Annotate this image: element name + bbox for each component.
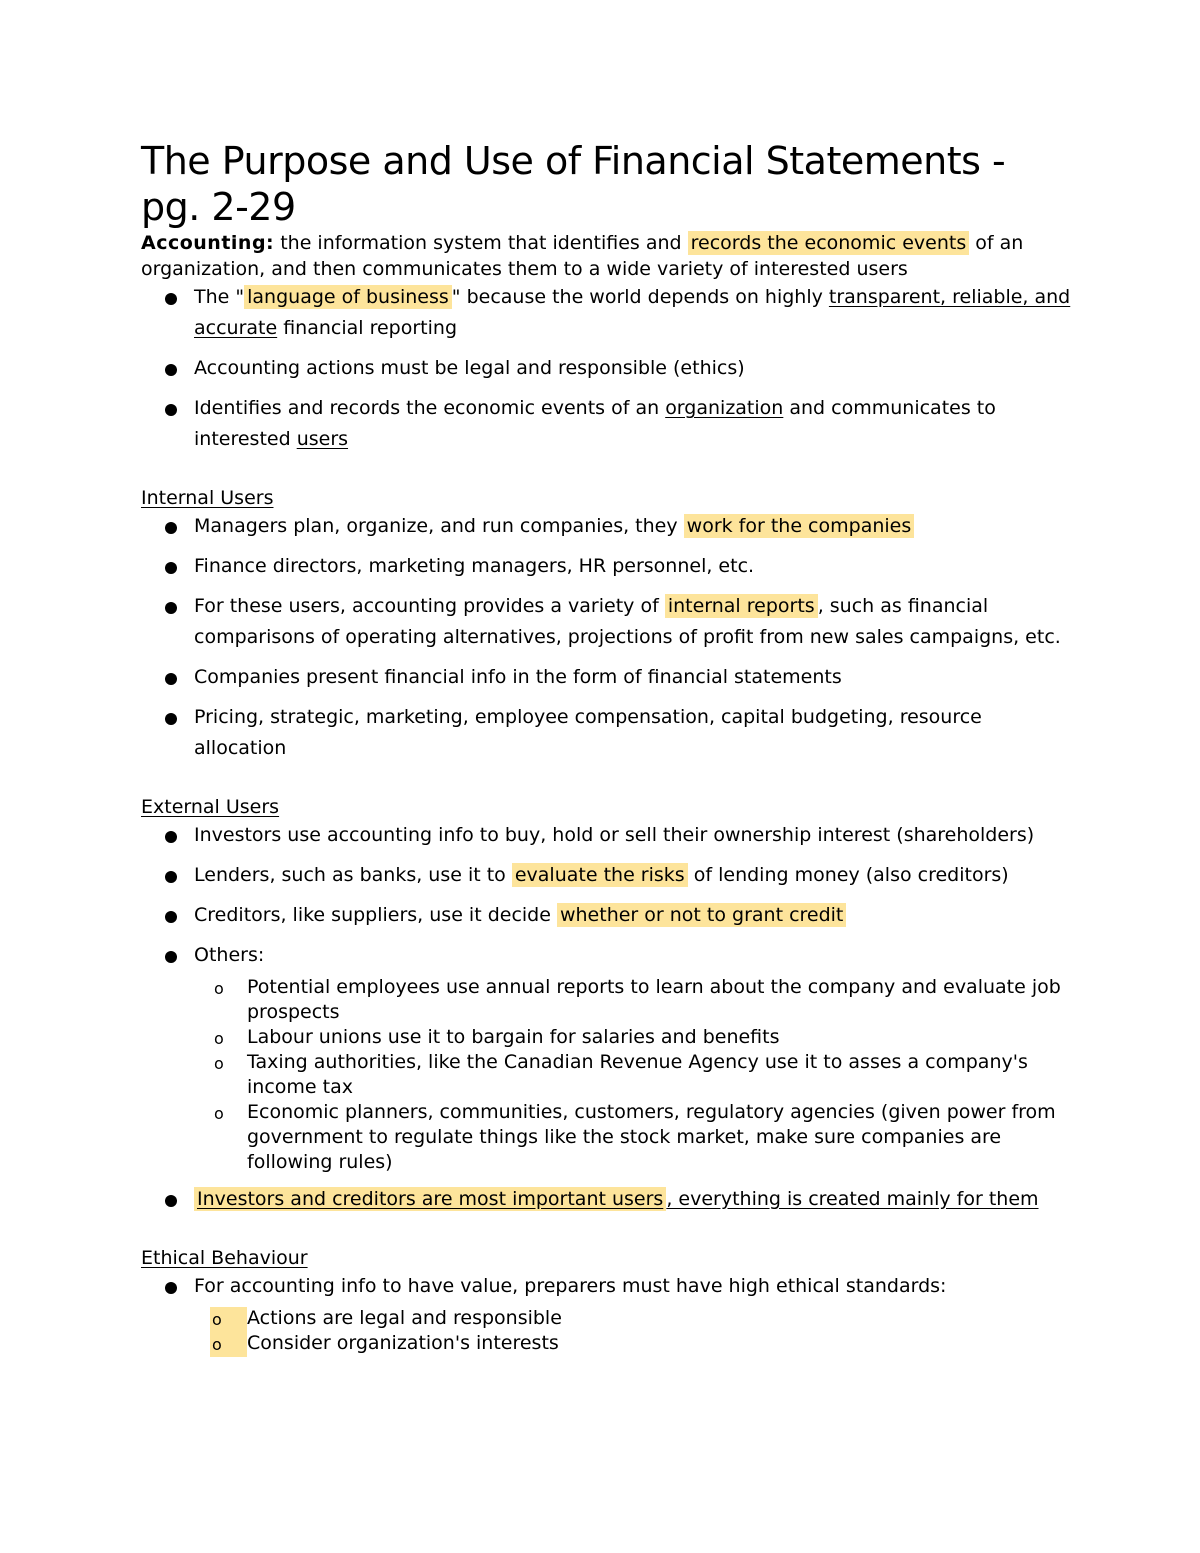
list-item [141, 591, 1071, 653]
section-heading-ethical-behaviour: Ethical Behaviour [141, 1247, 308, 1269]
highlight: whether or not to grant credit [557, 903, 846, 927]
bullet-text: financial reporting [277, 317, 458, 339]
external-users-list [141, 820, 1071, 1215]
underlined-text: , everything is created mainly for them [666, 1188, 1039, 1210]
underlined-text: users [296, 428, 349, 450]
accounting-term: Accounting: [141, 232, 275, 254]
list-item: Pricing, strategic, marketing, employee compensation, capital budgeting, resource allocation [141, 702, 1071, 764]
highlight: language of business [244, 285, 452, 309]
sublist-item: o Economic planners, communities, customers, regulatory agencies (given power from government to regulate things like the stock market, make sure companies are following rules) [141, 1100, 1071, 1175]
ethical-sublist [194, 1306, 1071, 1356]
sublist-item: o Consider organization's interests [141, 1331, 1071, 1356]
page-title: The Purpose and Use of Financial Statements - pg. 2-29 [141, 139, 1006, 229]
bullet-text: For accounting info to have value, preparers must have high ethical standards: [194, 1275, 947, 1297]
highlight: evaluate the risks [512, 863, 688, 887]
bullet-text: For these users, accounting provides a variety of [194, 595, 665, 617]
section-heading-external-users: External Users [141, 796, 280, 818]
sublist-item: o Labour unions use it to bargain for salaries and benefits [141, 1025, 1071, 1050]
intro-bullet-list [141, 282, 1071, 455]
list-item [141, 1271, 1071, 1356]
bullet-text: and communicates to interested [194, 397, 996, 450]
intro-paragraph [141, 230, 1071, 282]
sublist-item: o Potential employees use annual reports to learn about the company and evaluate job prospects [141, 975, 1071, 1025]
list-item [141, 860, 1071, 891]
bullet-text: , such as financial comparisons of operating alternatives, projections of profit from new sales campaigns, etc. [194, 595, 1061, 648]
bullet-text: of lending money (also creditors) [687, 864, 1009, 886]
bullet-text: Identifies and records the economic events of an [194, 397, 666, 419]
intro-text: of an organization, and then communicates them to a wide variety of interested users [141, 232, 1024, 280]
bullet-text: Managers plan, organize, and run companies, they [194, 515, 684, 537]
ethical-behaviour-list [141, 1271, 1071, 1356]
bullet-text: Creditors, like suppliers, use it decide [194, 904, 557, 926]
bullet-text: The " [194, 286, 245, 308]
list-item: Accounting actions must be legal and responsible (ethics) [141, 353, 1071, 384]
internal-users-list [141, 511, 1071, 764]
highlight: records the economic events [688, 231, 970, 255]
intro-text: the information system that identifies and [274, 232, 688, 254]
underlined-text: transparent, reliable, and accurate [194, 286, 1071, 339]
highlight: Investors and creditors are most important users [194, 1187, 666, 1211]
sublist-item: o Actions are legal and responsible [141, 1306, 1071, 1331]
sublist-item: o Taxing authorities, like the Canadian Revenue Agency use it to asses a company's income tax [141, 1050, 1071, 1100]
list-item [141, 1184, 1071, 1215]
list-item [141, 511, 1071, 542]
bullet-text: Others: [194, 944, 265, 966]
list-item [141, 940, 1071, 1175]
list-item [141, 393, 1071, 455]
section-heading-internal-users: Internal Users [141, 487, 274, 509]
bullet-text: Lenders, such as banks, use it to [194, 864, 512, 886]
underlined-text: organization [665, 397, 784, 419]
list-item [141, 282, 1071, 344]
others-sublist [194, 975, 1071, 1175]
document-page [141, 138, 1071, 1356]
highlight: internal reports [665, 594, 818, 618]
list-item: Finance directors, marketing managers, HR personnel, etc. [141, 551, 1071, 582]
list-item [141, 900, 1071, 931]
bullet-text: " because the world depends on highly [451, 286, 829, 308]
highlight: work for the companies [684, 514, 915, 538]
list-item: Investors use accounting info to buy, hold or sell their ownership interest (shareholders) [141, 820, 1071, 851]
list-item: Companies present financial info in the form of financial statements [141, 662, 1071, 693]
